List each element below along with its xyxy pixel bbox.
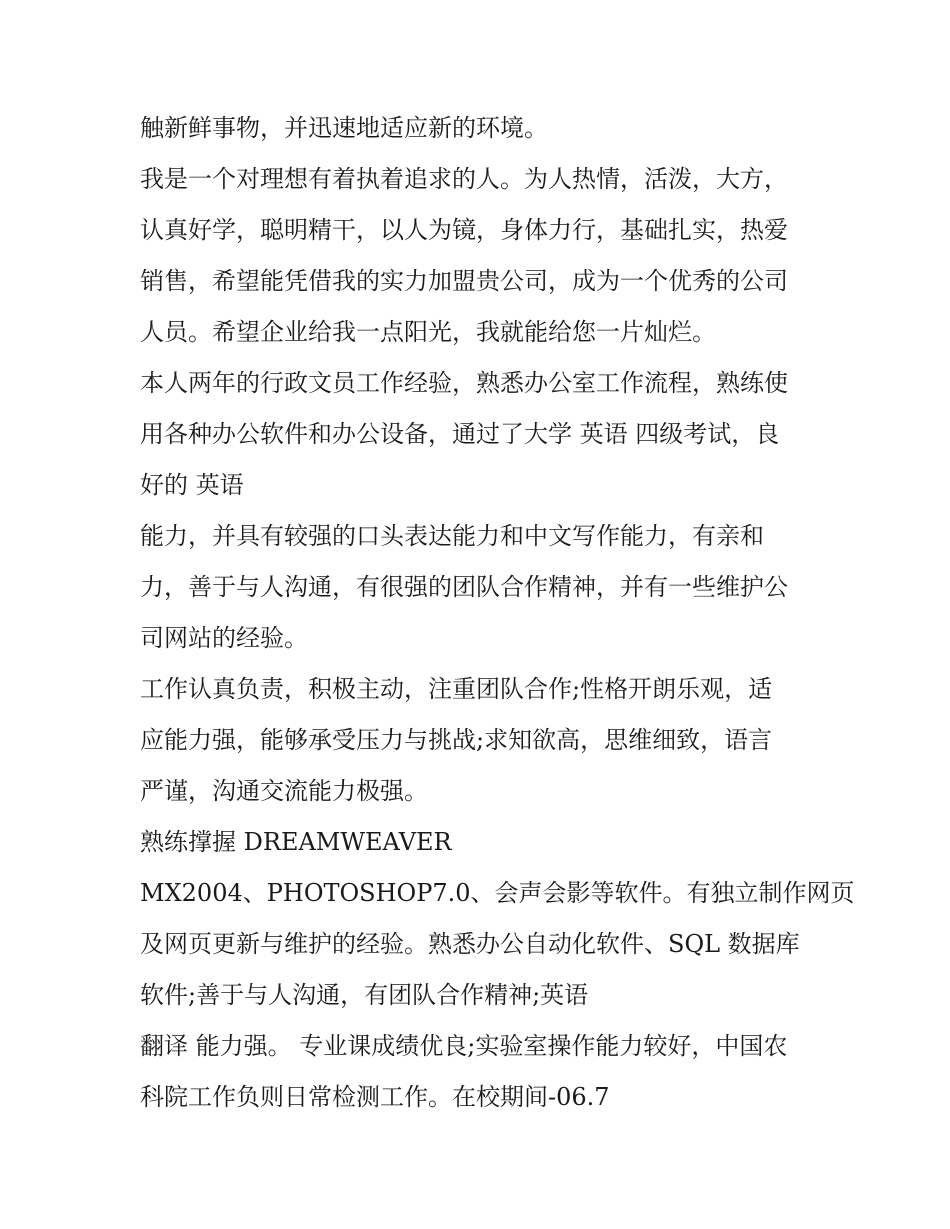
text-line: 力，善于与人沟通，有很强的团队合作精神，并有一些维护公 bbox=[140, 573, 788, 601]
text-line: 软件;善于与人沟通，有团队合作精神;英语 bbox=[140, 981, 589, 1009]
text-line: MX2004、PHOTOSHOP7.0、会声会影等软件。有独立制作网页 bbox=[140, 879, 855, 907]
text-line: 认真好学，聪明精干，以人为镜，身体力行，基础扎实，热爱 bbox=[140, 216, 788, 244]
text-line: 严谨，沟通交流能力极强。 bbox=[140, 777, 428, 805]
text-line: 触新鲜事物，并迅速地适应新的环境。 bbox=[140, 114, 548, 142]
text-line: 工作认真负责，积极主动，注重团队合作;性格开朗乐观，适 bbox=[140, 675, 773, 703]
text-line: 及网页更新与维护的经验。熟悉办公自动化软件、SQL 数据库 bbox=[140, 930, 800, 958]
text-line: 好的 英语 bbox=[140, 471, 244, 499]
text-line: 能力，并具有较强的口头表达能力和中文写作能力，有亲和 bbox=[140, 522, 764, 550]
text-line: 人员。希望企业给我一点阳光，我就能给您一片灿烂。 bbox=[140, 318, 716, 346]
text-line: 翻译 能力强。 专业课成绩优良;实验室操作能力较好，中国农 bbox=[140, 1032, 788, 1060]
text-line: 科院工作负则日常检测工作。在校期间-06.7 bbox=[140, 1083, 610, 1111]
text-line: 本人两年的行政文员工作经验，熟悉办公室工作流程，熟练使 bbox=[140, 369, 788, 397]
text-line: 我是一个对理想有着执着追求的人。为人热情，活泼，大方， bbox=[140, 165, 788, 193]
text-line: 司网站的经验。 bbox=[140, 624, 308, 652]
text-line: 熟练撑握 DREAMWEAVER bbox=[140, 828, 452, 856]
text-line: 销售，希望能凭借我的实力加盟贵公司，成为一个优秀的公司 bbox=[140, 267, 788, 295]
text-line: 应能力强，能够承受压力与挑战;求知欲高，思维细致，语言 bbox=[140, 726, 773, 754]
text-line: 用各种办公软件和办公设备，通过了大学 英语 四级考试，良 bbox=[140, 420, 780, 448]
